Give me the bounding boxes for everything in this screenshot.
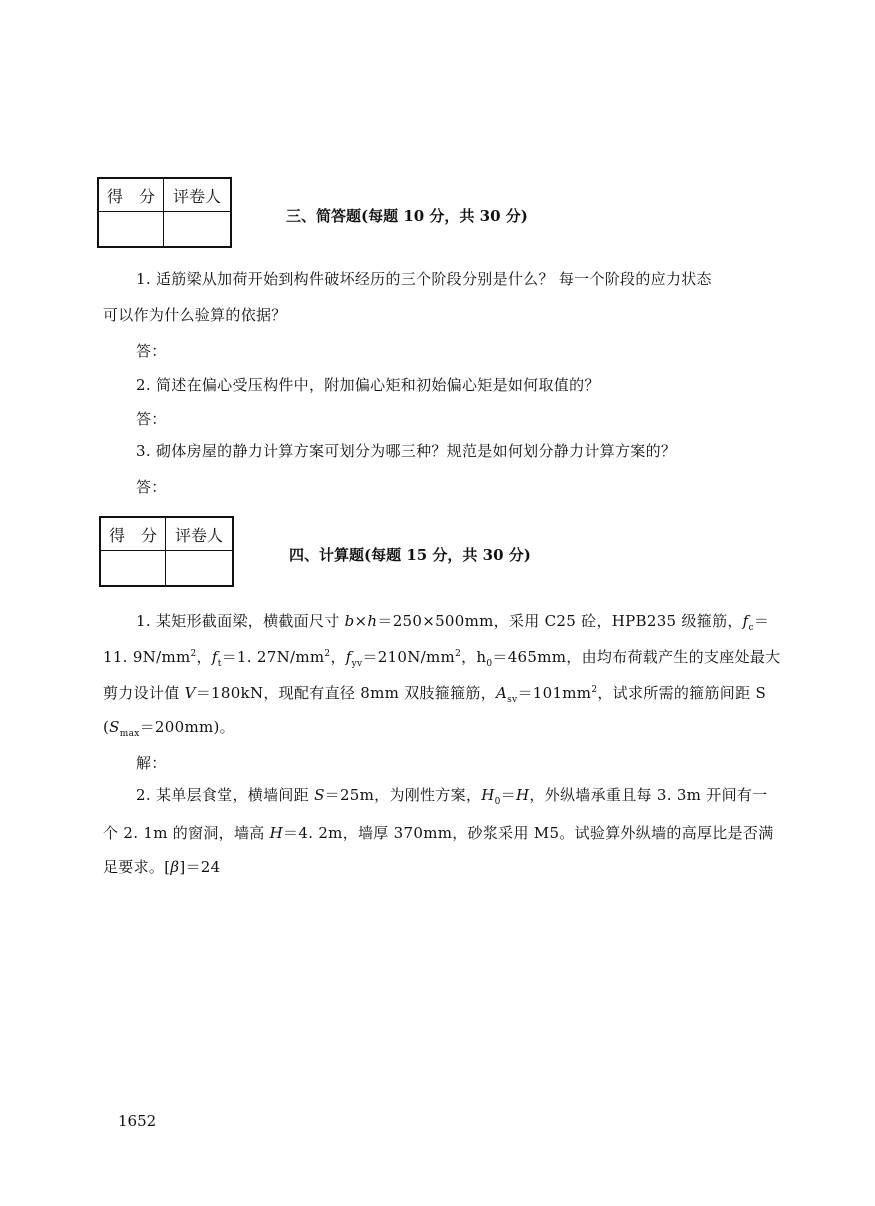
q4-1-line4: $(S_{max}=200mm)$。	[103, 718, 235, 739]
page-number: 1652	[118, 1112, 157, 1130]
section3-title: 三、简答题(每题 10 分，共 30 分)	[286, 207, 528, 225]
section4-title: 四、计算题(每题 15 分，共 30 分)	[289, 546, 531, 564]
q4-2-line1: 2. 某单层食堂，横墙间距 S＝25m，为刚性方案，$H_0=H$，外纵墙承重且每 3. 3m 开间有一	[136, 786, 768, 807]
q4-1-answer: 解：	[136, 754, 167, 772]
grader-header: 评卷人	[166, 517, 234, 551]
q3-2-answer: 答：	[136, 410, 167, 428]
score-header: 得 分	[100, 517, 166, 551]
score-cell	[100, 551, 166, 587]
q3-2-line1: 2. 简述在偏心受压构件中，附加偏心矩和初始偏心矩是如何取值的？	[136, 376, 600, 394]
score-table-section3	[97, 177, 232, 248]
score-table-section4	[99, 516, 234, 587]
grader-header: 评卷人	[164, 178, 232, 212]
q3-1-line2: 可以作为什么验算的依据？	[103, 306, 287, 324]
q4-1-line3: 剪力设计值 V＝180kN，现配有直径 8mm 双肢箍箍筋，$A_{sv}=101mm^2$，试求所需的箍筋间距 S	[103, 684, 767, 705]
q4-2-line3: 足要求。[β]＝24	[103, 858, 221, 876]
q3-3-answer: 答：	[136, 478, 167, 496]
q4-2-line2: 个 2. 1m 的窗洞，墙高 H＝4. 2m，墙厚 370mm，砂浆采用 M5。试验算外纵墙的高厚比是否满	[103, 824, 774, 842]
q4-1-line2: 11. $9N/mm^2$，$f_t=1$. $27N/mm^2$，$f_{yv}=210N/mm^2$，$h_0=465mm$，由均布荷载产生的支座处最大	[103, 648, 781, 669]
score-cell	[98, 212, 164, 248]
grader-cell	[164, 212, 232, 248]
q3-3-line1: 3. 砌体房屋的静力计算方案可划分为哪三种？规范是如何划分静力计算方案的？	[136, 442, 677, 460]
q3-1-line1: 1. 适筋梁从加荷开始到构件破坏经历的三个阶段分别是什么？ 每一个阶段的应力状态	[136, 270, 712, 288]
q4-1-line1: 1. 某矩形截面梁，横截面尺寸 b×h＝250×500mm，采用 C25 砼，HPB235 级箍筋，$f_c=$	[136, 612, 770, 633]
q3-1-answer: 答：	[136, 342, 167, 360]
grader-cell	[166, 551, 234, 587]
score-header: 得 分	[98, 178, 164, 212]
